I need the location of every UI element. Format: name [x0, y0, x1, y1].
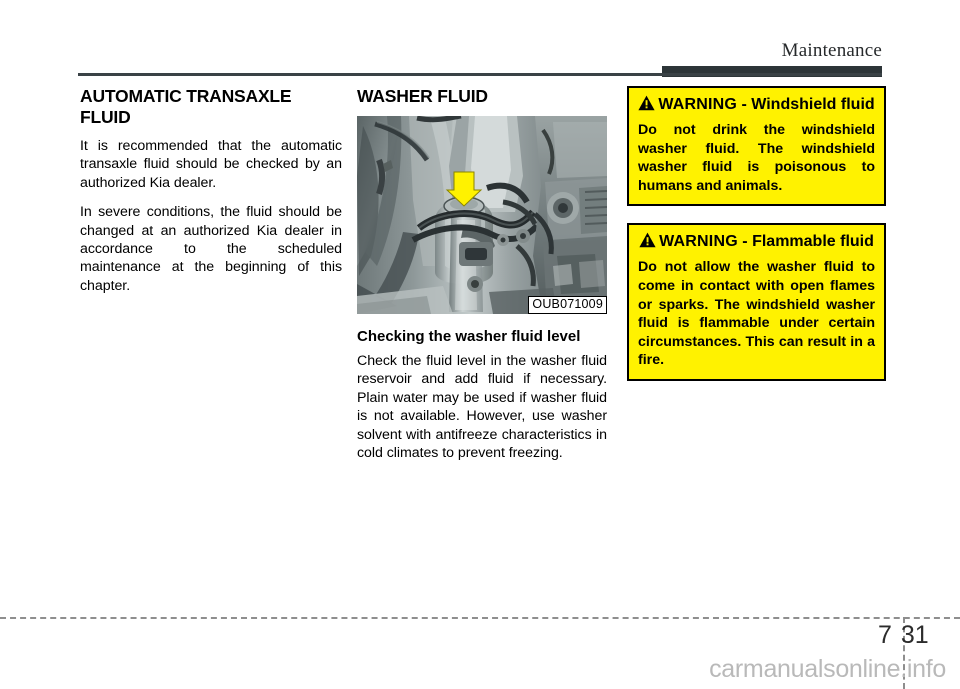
- warning-separator: -: [737, 233, 753, 251]
- figure-image: [357, 116, 607, 314]
- section-title-washer-fluid: WASHER FLUID: [357, 86, 488, 106]
- paragraph: It is recommended that the automatic transaxle fluid should be checked by an authorized Kia dealer.: [80, 138, 342, 191]
- page-title: Maintenance: [781, 40, 882, 61]
- page-number: [878, 621, 929, 650]
- warning-label: WARNING: [658, 96, 738, 113]
- warning-triangle-icon: [638, 95, 655, 116]
- figure-caption: OUB071009: [528, 296, 607, 314]
- footer-divider-rule: [0, 617, 960, 619]
- warning-box-flammable-fluid: [627, 223, 886, 381]
- warning-separator: -: [737, 96, 752, 113]
- chapter-number: 7: [878, 621, 892, 649]
- left-column: [80, 86, 342, 295]
- engine-bay-photo-illustration: [357, 116, 607, 314]
- warning-triangle-icon: [639, 232, 656, 253]
- warning-label: WARNING: [659, 233, 738, 251]
- paragraph: Check the fluid level in the washer fluid reservoir and add fluid if necessary. Plain water may be used if washer fluid is not available. However, use washer solvent with antifreeze characteristics in cold climates to prevent freezing.: [357, 353, 607, 462]
- middle-column: [357, 86, 607, 462]
- warning-heading: [638, 95, 875, 116]
- warning-body-text: Do not allow the washer fluid to come in contact with open flames or sparks. The windshield washer fluid is flammable under certain circumstances. This can result in a fire.: [638, 259, 875, 369]
- warning-body-text: Do not drink the windshield washer fluid. The windshield washer fluid is poisonous to humans and animals.: [638, 122, 875, 194]
- page-number-value: 31: [900, 621, 929, 649]
- washer-fluid-reservoir-figure: [357, 116, 607, 314]
- subsection-title-checking-washer-fluid-level: Checking the washer fluid level: [357, 328, 581, 345]
- right-column: [627, 86, 886, 398]
- warning-subject: Windshield fluid: [751, 96, 875, 113]
- warning-subject: Flammable fluid: [752, 233, 874, 251]
- section-title-automatic-transaxle-fluid: AUTOMATIC TRANSAXLE FLUID: [80, 86, 292, 127]
- warning-box-windshield-fluid: [627, 86, 886, 206]
- header-divider-rule: [78, 73, 882, 76]
- paragraph: In severe conditions, the fluid should be changed at an authorized Kia dealer in accordance to the scheduled maintenance at the beginning of this chapter.: [80, 204, 342, 294]
- page-header: [0, 0, 960, 80]
- warning-heading: [638, 232, 875, 253]
- watermark: carmanualsonline.info: [709, 655, 946, 683]
